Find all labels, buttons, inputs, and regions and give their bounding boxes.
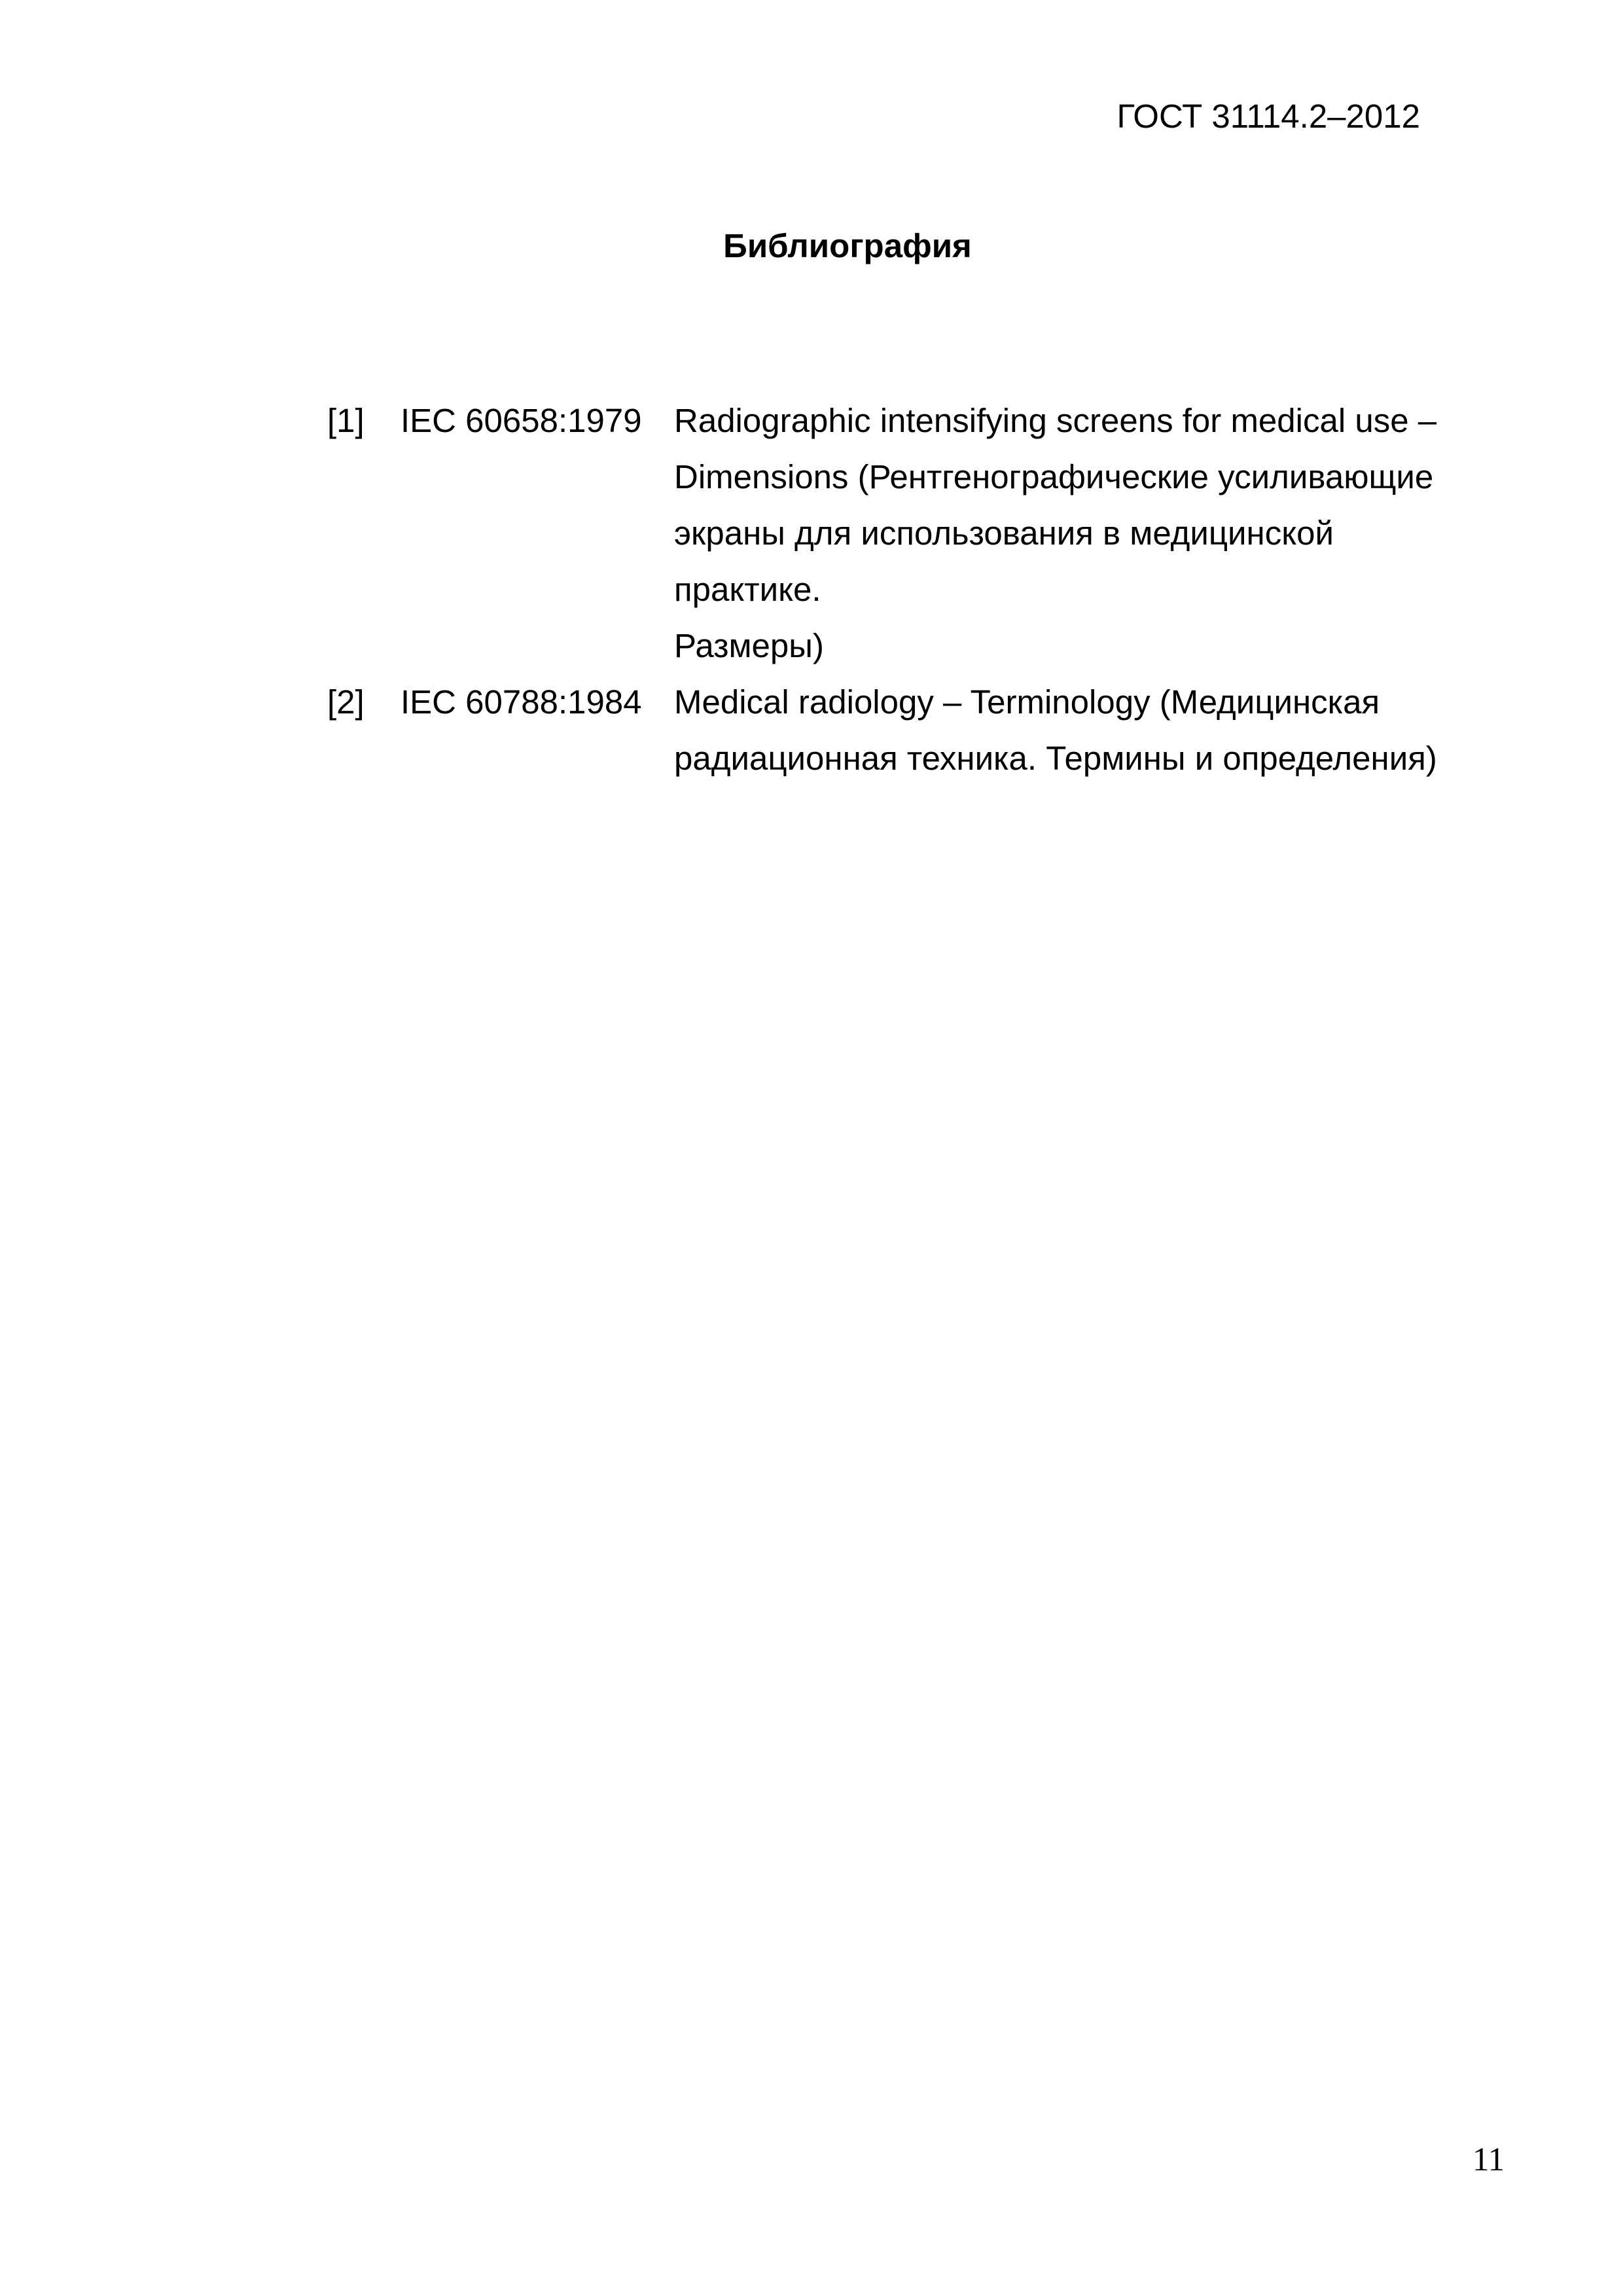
entry-title bbox=[674, 674, 1486, 787]
entry-title-line: радиационная техника. Термины и определения) bbox=[674, 740, 1437, 777]
bibliography-entry bbox=[327, 393, 1499, 674]
entry-standard: IEC 60788:1984 bbox=[401, 683, 642, 721]
bibliography-entry bbox=[327, 674, 1499, 787]
section-title: Библиография bbox=[723, 227, 972, 264]
entry-standard: IEC 60658:1979 bbox=[401, 402, 642, 439]
entry-number: [1] bbox=[327, 402, 365, 439]
entry-title bbox=[674, 393, 1486, 674]
entry-title-line: Medical radiology – Terminology (Медицинская bbox=[674, 683, 1380, 721]
entry-title-line: Radiographic intensifying screens for medical use – bbox=[674, 402, 1437, 439]
page-number: 11 bbox=[1472, 2142, 1505, 2178]
document-code: ГОСТ 31114.2–2012 bbox=[1116, 98, 1420, 135]
entry-number: [2] bbox=[327, 683, 365, 721]
entry-title-line: экраны для использования в медицинской практике. bbox=[674, 514, 1334, 608]
entry-title-line: Размеры) bbox=[674, 627, 824, 664]
bibliography-list bbox=[327, 393, 1499, 787]
entry-title-line: Dimensions (Рентгенографические усиливающие bbox=[674, 458, 1434, 495]
